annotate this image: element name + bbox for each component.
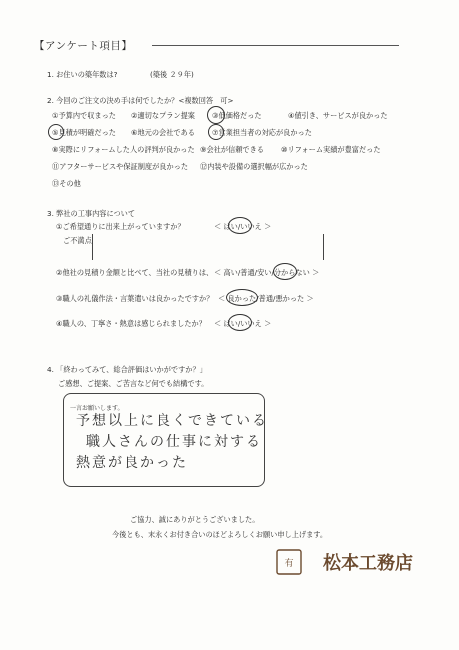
handwritten-line-3: 熱意が良かった: [76, 455, 188, 471]
answer-circle: [228, 314, 252, 331]
q2-option-6: ⑥地元の会社である: [131, 128, 195, 137]
q2-option-7: ⑦営業担当者の対応が良かった: [212, 128, 312, 137]
q4-prompt: 一言お願いします。: [70, 405, 124, 412]
q3-comment-label: ご不満点: [63, 236, 92, 245]
selection-circle: [208, 124, 224, 140]
q2-option-9: ⑨会社が信頼できる: [200, 145, 264, 154]
q2-option-5: ⑤見積が明確だった: [52, 128, 116, 137]
q3-item-2-question: ②他社の見積り金額と比べて、当社の見積りは、: [56, 268, 214, 277]
svg-text:松本工務店: 松本工務店: [323, 553, 413, 574]
q3-label: 3. 弊社の工事内容について: [47, 209, 136, 218]
q2-option-2: ②適切なプラン提案: [131, 111, 195, 120]
survey-header: 【アンケート項目】: [34, 40, 133, 52]
q2-option-4: ④値引き、サービスが良かった: [288, 111, 388, 120]
q2-option-8: ⑧実際にリフォームした人の評判が良かった: [52, 145, 195, 154]
q3-comment-box: [92, 234, 324, 260]
company-logo: [276, 549, 436, 575]
answer-circle: [226, 289, 258, 306]
q2-option-10: ⑩リフォーム実績が豊富だった: [281, 145, 381, 154]
q1-label: 1. お住いの築年数は?: [47, 70, 118, 79]
q3-item-3-question: ③職人の礼儀作法・言葉遣いは良かったですか？: [56, 294, 214, 303]
q2-option-12: ⑫内装や設備の選択幅が広かった: [200, 162, 308, 171]
handwritten-line-1: 予想以上に良くできている: [76, 413, 268, 429]
svg-text:有: 有: [284, 559, 294, 569]
footer-thanks: ご協力、誠にありがとうございました。: [130, 515, 260, 524]
footer-regards: 今後とも、末永くお付き合いのほどよろしくお願い申し上げます。: [112, 530, 328, 539]
q2-option-13: ⑬その他: [52, 179, 81, 188]
selection-circle: [207, 106, 225, 124]
q3-item-4-answer: ＜ はい/いいえ ＞: [214, 319, 272, 328]
q2-option-1: ①予算内で収まった: [52, 111, 116, 120]
q4-label: 4. 「終わってみて、総合評価はいかがですか？」: [47, 365, 207, 374]
q3-item-3-answer: ＜ 良かった/普通/悪かった ＞: [218, 294, 314, 303]
q2-option-11: ⑪アフターサービスや保証制度が良かった: [52, 162, 189, 171]
q2-option-3: ③低価格だった: [212, 111, 262, 120]
handwritten-line-2: 職人さんの仕事に対する: [86, 434, 262, 450]
selection-circle: [48, 124, 64, 140]
answer-circle: [273, 263, 297, 280]
q1-value: (築後 ２９年): [150, 70, 194, 79]
header-rule: [152, 45, 399, 46]
q3-item-1-question: ①ご希望通りに出来上がっていますか？: [56, 222, 185, 231]
q3-item-4-question: ④職人の、丁寧さ・熱意は感じられましたか？: [56, 319, 206, 328]
q4-sub: ご感想、ご提案、ご苦言など何でも結構です。: [58, 379, 209, 388]
q3-item-1-answer: ＜ はい/いいえ ＞: [214, 222, 272, 231]
q3-item-2-answer: ＜ 高い/普通/安い/分からない ＞: [214, 268, 320, 277]
q2-label: 2. 今回のご注文の決め手は何でしたか？<複数回答 可>: [47, 96, 234, 105]
answer-circle: [228, 217, 252, 234]
